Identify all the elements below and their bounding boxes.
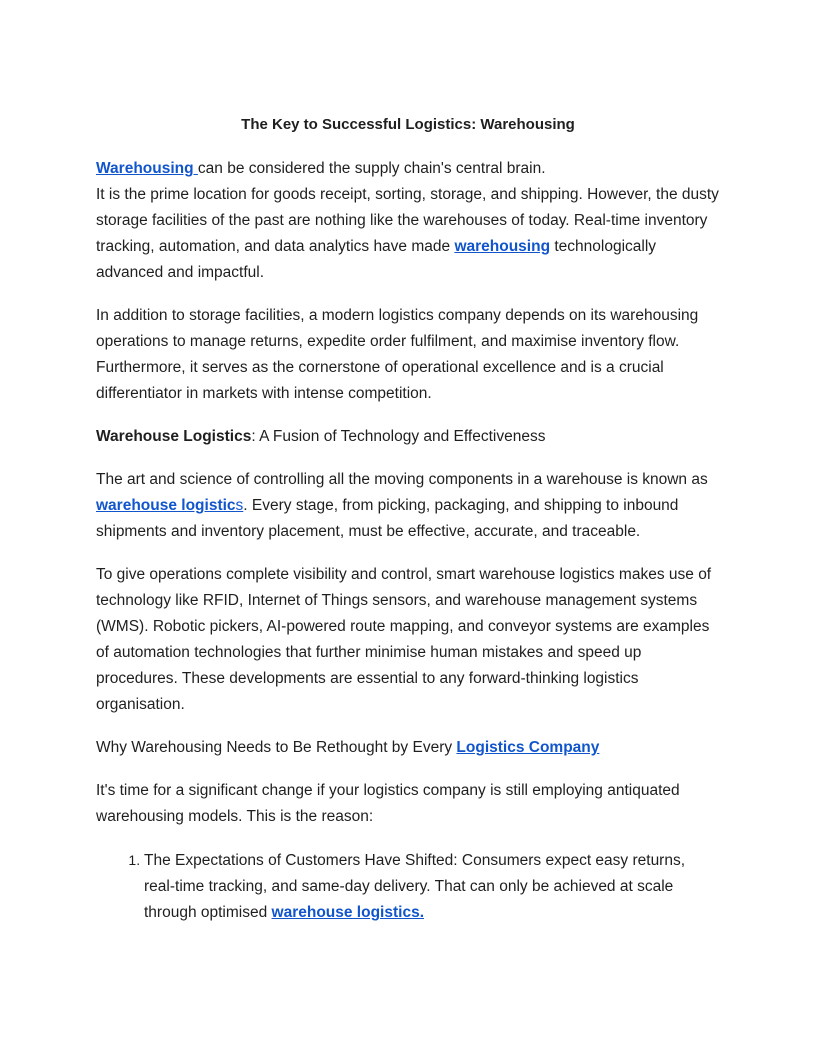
warehouse-logistics-paragraph: The art and science of controlling all the moving components in a warehouse is known as warehouse logistics. Every stage, from picking, packaging, and shipping to inbound shipments and inventory placement, must be effective, accurate, and traceable. — [96, 471, 708, 540]
document-title: The Key to Successful Logistics: Warehousing — [241, 116, 575, 133]
document-page — [96, 112, 720, 926]
warehousing-inline-link[interactable]: warehousing — [454, 238, 551, 255]
change-paragraph: It's time for a significant change if your logistics company is still employing antiquated warehousing models. This is the reason: — [96, 782, 680, 825]
warehouse-logistics-list-link[interactable]: warehouse logistics. — [271, 904, 424, 921]
storage-paragraph: In addition to storage facilities, a modern logistics company depends on its warehousing operations to manage returns, expedite order fulfilment, and maximise inventory flow. Furthermore, it serves as the cornerstone of operational excellence and is a crucial differentiator in markets with intense competition. — [96, 307, 699, 402]
warehouse-logistics-link-tail[interactable]: s — [235, 497, 244, 514]
technology-paragraph: To give operations complete visibility and control, smart warehouse logistics makes use of technology like RFID, Internet of Things sensors, and warehouse management systems (WMS). Robotic pickers, AI-powered route mapping, and conveyor systems are examples of automation technologies that further minimise human mistakes and speed up procedures. These developments are essential to any forward-thinking logistics organisation. — [96, 566, 712, 713]
logistics-company-link[interactable]: Logistics Company — [456, 739, 600, 756]
intro-paragraph: Warehousing can be considered the supply chain's central brain. It is the prime location for goods receipt, sorting, storage, and shipping. However, the dusty storage facilities of the past are nothing like the warehouses of today. Real-time inventory tracking, automation, and data analytics have made warehousing technologically advanced and impactful. — [96, 160, 719, 281]
section-heading-rethought: Why Warehousing Needs to Be Rethought by Every Logistics Company — [96, 739, 600, 756]
section-heading-warehouse-logistics: Warehouse Logistics: A Fusion of Technology and Effectiveness — [96, 428, 546, 445]
list-item: 1. The Expectations of Customers Have Shifted: Consumers expect easy returns, real-time tracking, and same-day delivery. That can only be achieved at scale through optimised warehouse logistics. — [144, 847, 720, 926]
warehouse-logistics-link[interactable]: warehouse logistic — [96, 497, 236, 514]
reasons-list — [96, 847, 720, 926]
warehousing-link[interactable]: Warehousing — [96, 160, 198, 177]
